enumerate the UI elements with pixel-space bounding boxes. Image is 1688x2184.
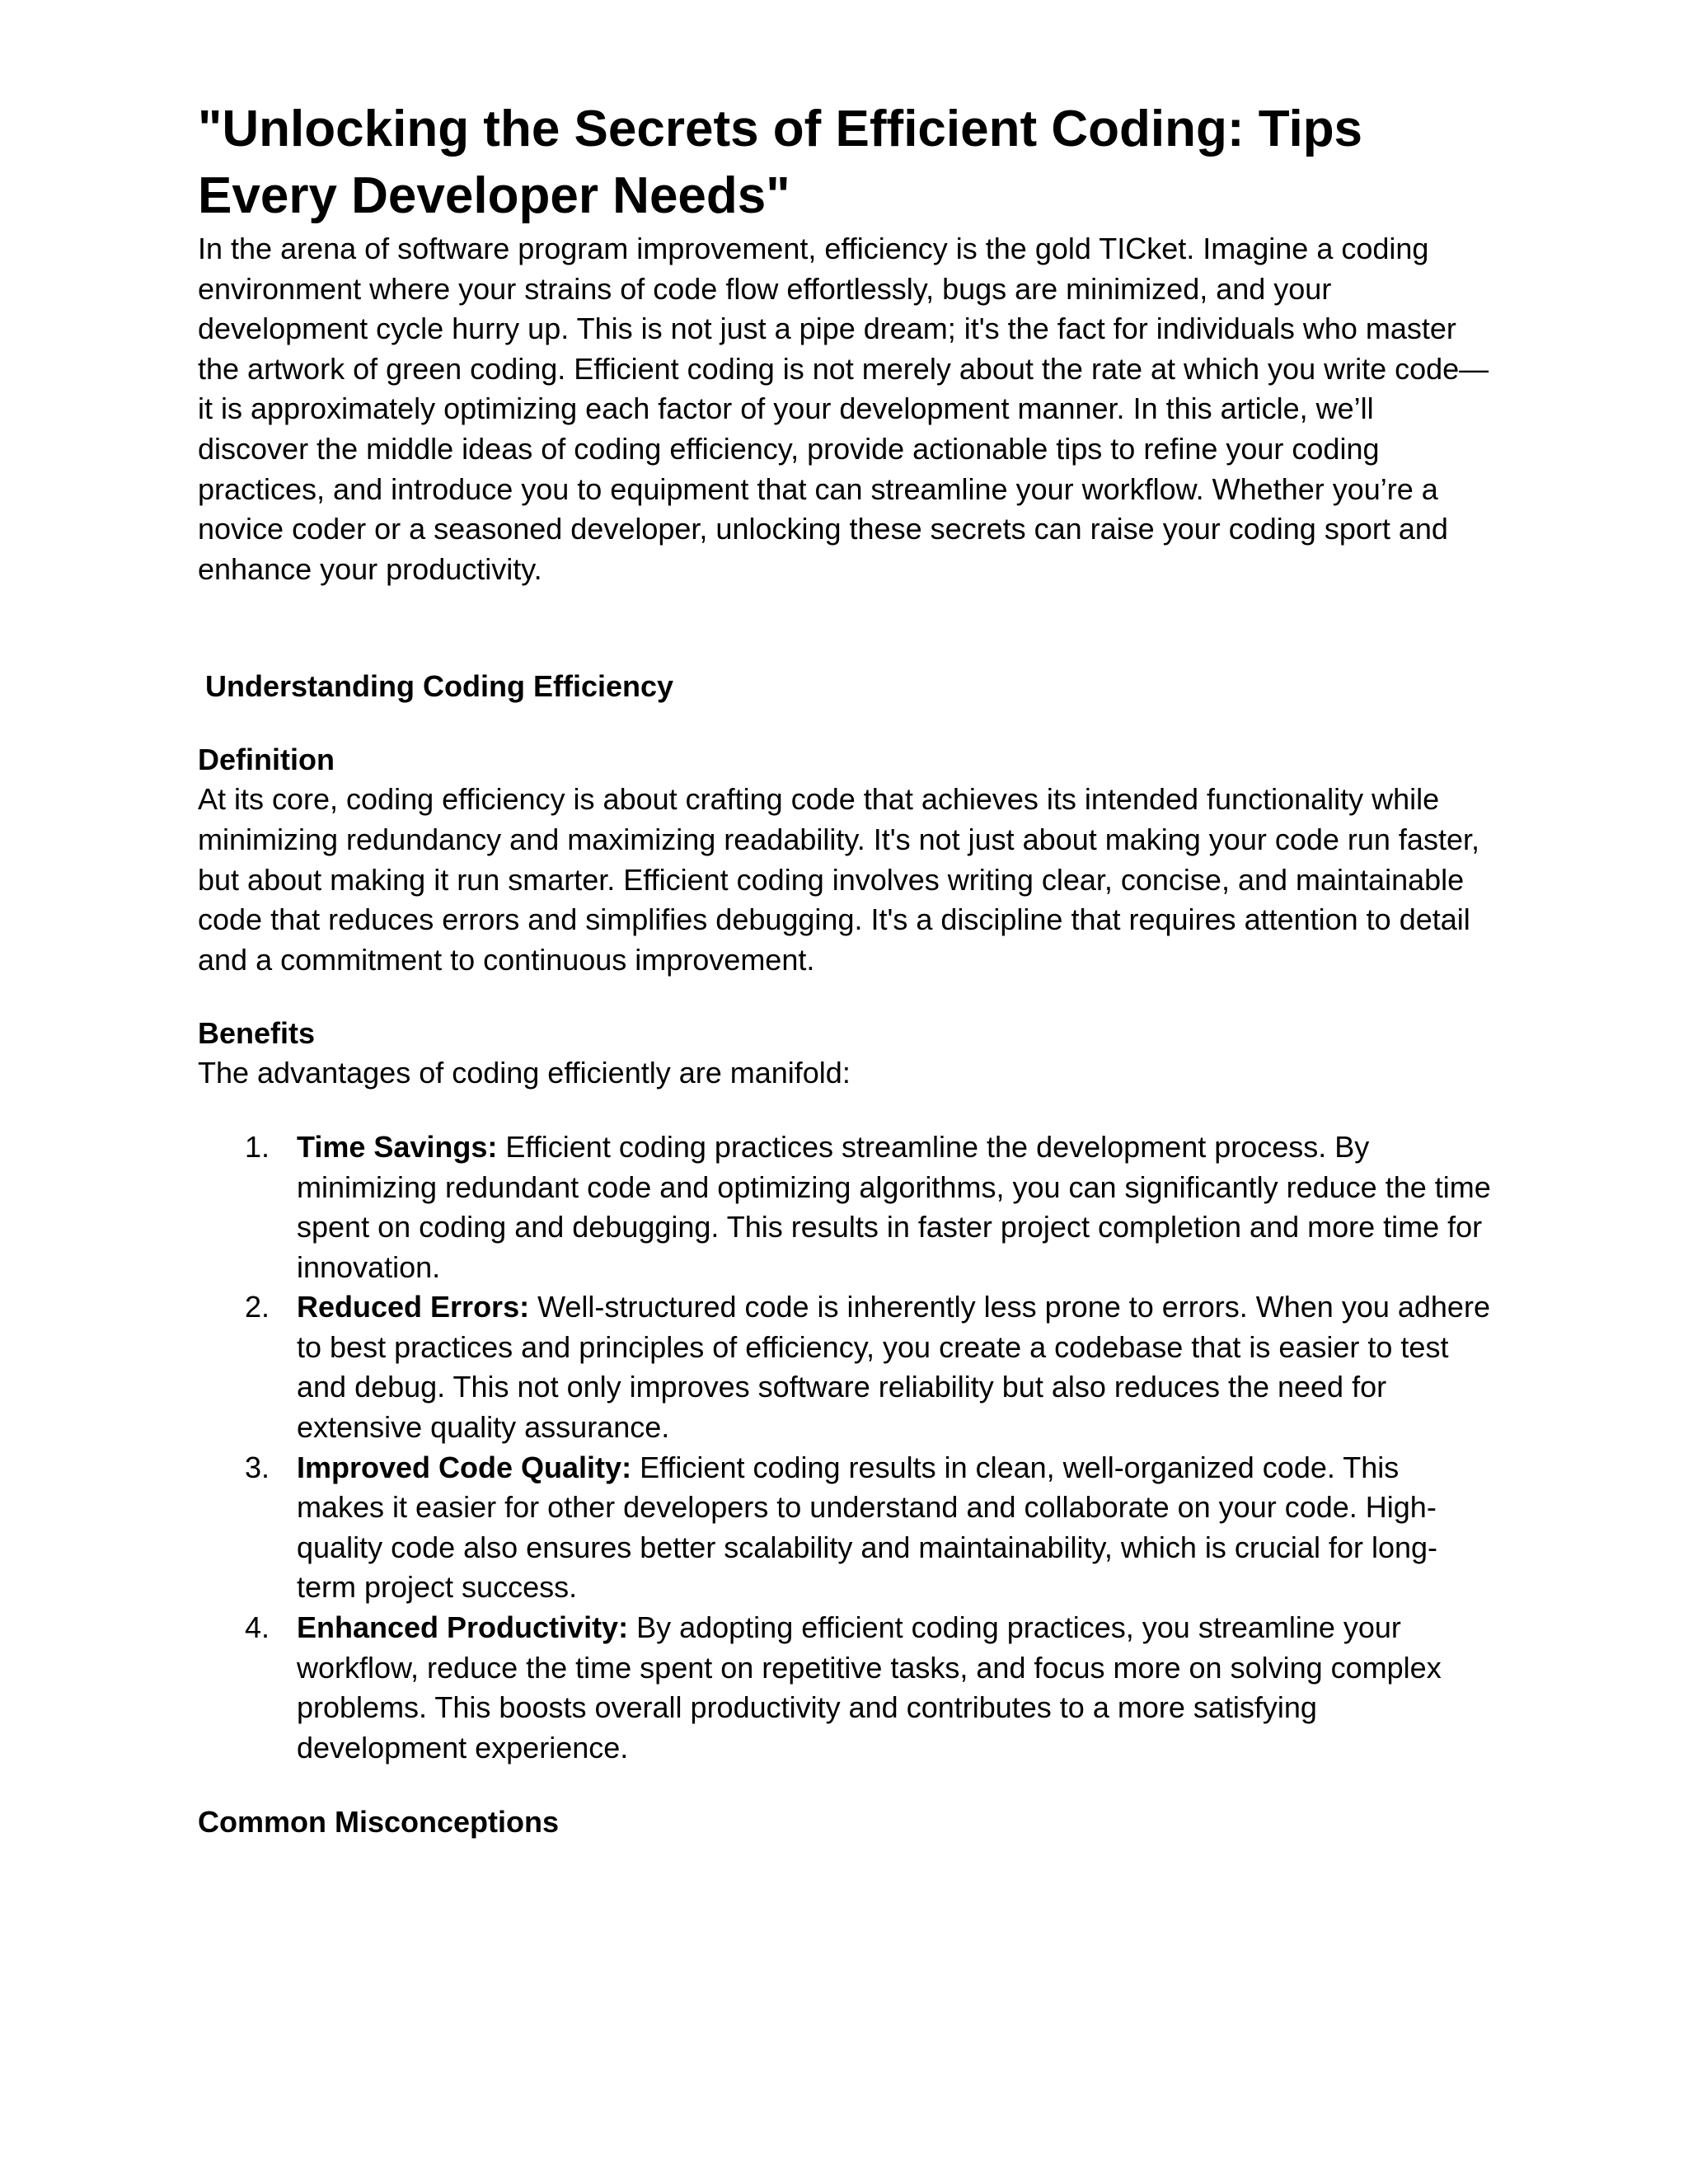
list-item-term: Enhanced Productivity:	[297, 1610, 629, 1645]
heading-understanding-coding-efficiency: Understanding Coding Efficiency	[205, 669, 674, 704]
list-item-number: 4.	[245, 1610, 270, 1645]
list-item-text: By adopting efficient coding practices, you streamline your workflow, reduce the time spent on repetitive tasks, and focus more on solving complex problems. This boosts overall productivity and contributes to a more satisfying development experience.	[297, 1610, 1442, 1765]
list-item-number: 1.	[245, 1129, 270, 1164]
document-title: "Unlocking the Secrets of Efficient Coding: Tips Every Developer Needs"	[198, 101, 1363, 224]
heading-definition: Definition	[198, 743, 335, 777]
list-item	[198, 1448, 1492, 1608]
list-item	[198, 1287, 1492, 1447]
list-item-text: Well-structured code is inherently less prone to errors. When you adhere to best practices and principles of efficiency, you create a codebase that is easier to test and debug. This not only improves software reliability but also reduces the need for extensive quality assurance.	[297, 1290, 1490, 1445]
definition-paragraph: At its core, coding efficiency is about crafting code that achieves its intended functionality while minimizing redundancy and maximizing readability. It's not just about making your code run faster, but about making it run smarter. Efficient coding involves writing clear, concise, and maintainable code that reduces errors and simplifies debugging. It's a discipline that requires attention to detail and a commitment to continuous improvement.	[198, 782, 1479, 977]
heading-benefits: Benefits	[198, 1016, 316, 1051]
list-item-term: Improved Code Quality:	[297, 1450, 632, 1484]
intro-paragraph: In the arena of software program improvement, efficiency is the gold TICket. Imagine a coding environment where your strains of code flow effortlessly, bugs are minimized, and your development cycle hurry up. This is not just a pipe dream; it's the fact for individuals who master the artwork of green coding. Efficient coding is not merely about the rate at which you write code—it is approximately optimizing each factor of your development manner. In this article, we’ll discover the middle ideas of coding efficiency, provide actionable tips to refine your coding practices, and introduce you to equipment that can streamline your workflow. Whether you’re a novice coder or a seasoned developer, unlocking these secrets can raise your coding sport and enhance your productivity.	[198, 232, 1489, 586]
document-page	[198, 96, 1492, 1842]
list-item-number: 2.	[245, 1290, 270, 1324]
list-item-term: Reduced Errors:	[297, 1290, 530, 1324]
list-item-text: Efficient coding practices streamline the development process. By minimizing redundant code and optimizing algorithms, you can significantly reduce the time spent on coding and debugging. This results in faster project completion and more time for innovation.	[297, 1129, 1491, 1284]
list-item	[198, 1608, 1492, 1768]
heading-common-misconceptions: Common Misconceptions	[198, 1805, 560, 1840]
benefits-intro-paragraph: The advantages of coding efficiently are manifold:	[198, 1056, 851, 1090]
list-item-number: 3.	[245, 1450, 270, 1484]
benefits-list	[198, 1127, 1492, 1769]
list-item-text: Efficient coding results in clean, well-organized code. This makes it easier for other developers to understand and collaborate on your code. High-quality code also ensures better scalability and maintainability, which is crucial for long-term project success.	[297, 1450, 1438, 1605]
list-item-term: Time Savings:	[297, 1129, 498, 1164]
list-item	[198, 1127, 1492, 1287]
